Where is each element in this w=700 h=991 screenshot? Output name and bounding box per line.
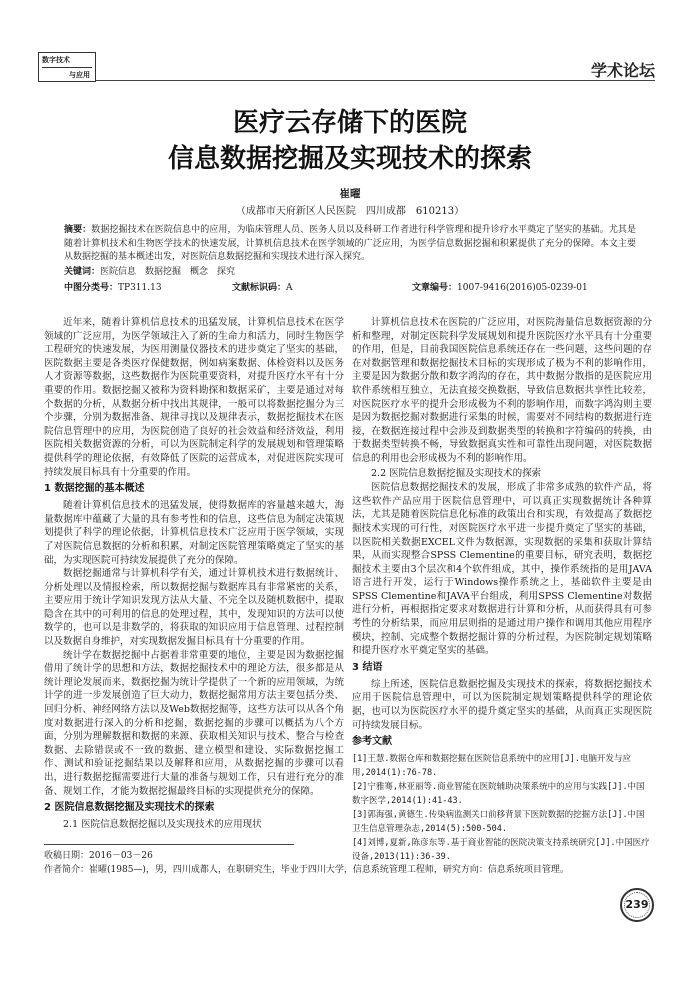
subsection-heading-2-1: 2.1 医院信息数据挖掘以及实现技术的应用现状 bbox=[63, 819, 262, 831]
keywords-label: 关键词： bbox=[64, 267, 101, 277]
keywords-text: 医院信息 数据挖掘 概念 探究 bbox=[100, 267, 236, 277]
paragraph: 医院信息数据挖掘技术的发展，形成了非常多成熟的软件产品，将这些软件产品应用于医院信息管理中，可以真正实现数据统计各种算法，尤其是随着医院信息化标准的政策出台和实现，有效提高了数据挖掘技术实现的可行性，对医院医疗水平进一步提升奠定了坚实的基础，以医院相关数据EXCEL文件为数据源，实现数据的采集和获取计算结果，从而实现整合SPSS Clementine的重要目标，研究表明，数据挖掘技术主要由3个层次和4个软件组成，其中，操作系统指的是用JAVA语言进行开发，运行于Windows操作系统之上，基础软件主要是由SPSS Clementine和JAVA平台组成，利用SPSS Clementine对数据进行分析，再根据指定要求对数据进行计算和分析，从而获得具有可参考性的分析结果，而应用层则指的是通过用户操作和调用其他应用程序模块，控制、完成整个数据挖掘计算的分析过程，为医院制定规划策略和提升医疗水平奠定坚实的基础。 bbox=[352, 482, 652, 657]
paragraph: 近年来，随着计算机信息技术的迅猛发展，计算机信息技术在医学领域的广泛应用，为医学领域注入了新的生命力和活力，同时生物医学工程研究的快速发展，为医用测量仪器技术的进步奠定了坚实的基础，医院数据主要是各类医疗保健数据，例如病案数据、体检资料以及医务人才资源等数据，这些数据作为医院重要资料，对提升医疗水平有十分重要的作用。数据挖掘又被称为资料勘探和数据采矿，主要是通过对每个数据的分析，从数据分析中找出其规律，一般可以将数据挖掘分为三个步骤，分别为数据准备、规律寻找以及规律表示，数据挖掘技术在医院信息管理中的应用，为医院创造了良好的社会效益和经济效益，利用医院相关数据资源的分析，可以为医院制定科学的发展规划和管理策略提供科学的理论依据，有效降低了医院的运营成本，对促进医院实现可持续发展目标具有十分重要的作用。 bbox=[44, 317, 344, 478]
paragraph: 综上所述，医院信息数据挖掘及实现技术的探索，将数据挖掘技术应用于医院信息管理中，可以为医院制定规划策略提供科学的理论依据，也可以为医院医疗水平的提升奠定坚实的基础，从而真正实现医院可持续发展目标。 bbox=[352, 678, 652, 731]
section-heading-3: 3 结语 bbox=[352, 661, 383, 673]
abstract-label: 摘要： bbox=[64, 225, 92, 235]
logo-divider bbox=[42, 67, 92, 68]
section-heading-2: 2 医院信息数据挖掘及实现技术的探索 bbox=[44, 802, 215, 814]
page-number-badge bbox=[620, 888, 654, 922]
header-rule bbox=[96, 80, 655, 81]
paragraph: 统计学在数据挖掘中占据着非常重要的地位，主要是因为数据挖掘借用了统计学的思想和方法，数据挖掘技术中的理论方法，很多都是从统计理论发展而来，数据挖掘为统计学提供了一个新的应用领域，为统计学的进一步发展创造了巨大动力，数据挖掘常用方法主要包括分类、回归分析、神经网络方法以及Web数据挖掘等，这些方法可以从各个角度对数据进行深入的分析和挖掘，数据挖掘的步骤可以概括为八个方面，分别为理解数据和数据的来源、获取相关知识与技术、整合与检查数据、去除错误或不一致的数据、建立模型和建设、实际数据挖掘工作、测试和验证挖掘结果以及解释和应用，从数据挖掘的步骤可以看出，进行数据挖掘需要进行大量的准备与规划工作，只有进行充分的准备、规划工作，才能为数据挖掘最终目标的实现提供充分的保障。 bbox=[44, 649, 344, 797]
left-column bbox=[44, 316, 344, 833]
references-heading: 参考文献 bbox=[352, 736, 392, 748]
subsection-heading-2-2: 2.2 医院信息数据挖掘及实现技术的探索 bbox=[371, 467, 542, 479]
reference-item: [4]刘博,夏新,陈彦东等.基于商业智能的医院决策支持系统研究[J].中国医疗设备,2013(11):36-39. bbox=[352, 838, 650, 863]
author-affiliation: （成都市天府新区人民医院 四川成都 610213） bbox=[235, 206, 465, 217]
right-column bbox=[352, 316, 652, 864]
page-number: 239 bbox=[625, 898, 649, 911]
id-value: 1007-9416(2016)05-0239-01 bbox=[457, 283, 588, 293]
id-label: 文章编号： bbox=[412, 283, 458, 293]
journal-name-top: 数字技术 bbox=[42, 55, 70, 64]
journal-logo bbox=[38, 52, 96, 82]
badge-ring bbox=[624, 892, 650, 918]
section-heading-1: 1 数据挖掘的基本概述 bbox=[44, 483, 145, 495]
journal-name-bottom: 与应用 bbox=[69, 70, 90, 79]
keywords bbox=[64, 264, 636, 277]
paragraph: 计算机信息技术在医院的广泛应用，对医院海量信息数据资源的分析和整理，对制定医院科学发展规划和提升医院医疗水平具有十分重要的作用，但是，目前我国医院信息系统还存在一些问题，这些问题的存在对数据管理和数据挖掘技术目标的实现形成了极为不利的影响作用，主要是因为数据分散和数字鸿沟的存在，其中数据分散指的是医院应用软件系统相互独立，无法直接交换数据，导致信息数据共享性比较差，对医院医疗水平的提升会形成极为不利的影响作用，而数字鸿沟则主要是因为数据挖掘对数据进行采集的时候，需要对不同结构的数据进行连接，在数据连接过程中会涉及到数据类型的转换和字符编码的转换，由于数据类型转换不畅，导致数据真实性和可靠性出现问题，对医院数据信息的利用也会形成极为不利的影响作用。 bbox=[352, 317, 652, 464]
reference-item: [2]宁雅骞,林亚丽等.商业智能在医院辅助决策系统中的应用与实践[J].中国数字医学,2014(1):41-43. bbox=[352, 782, 645, 807]
received-date: 收稿日期：2016－03－26 bbox=[44, 851, 153, 861]
footnote-rule bbox=[44, 844, 294, 845]
paragraph: 数据挖掘通常与计算机科学有关，通过计算机技术进行数据统计、分析处理以及情报检索，所以数据挖掘与数据库具有非常紧密的关系，主要应用于统计学知识发现方法从大量、不完全以及随机数据中，提取隐含在其中的可利用的信息的处理过程，其中，发现知识的方法可以使数学的，也可以是非数学的，将获取的知识应用于信息管理、过程控制以及数据自身维护，对实现数据发掘目标具有十分重要的作用。 bbox=[44, 568, 344, 648]
code-value: A bbox=[286, 283, 293, 293]
abstract-text: 数据挖掘技术在医院信息中的应用，为临床管理人员、医务人员以及科研工作者进行科学管理和提升诊疗水平奠定了坚实的基础。尤其是随着计算机技术和生物医学技术的快速发展，计算机信息技术在医学领域的广泛应用，为医学信息数据挖掘和积累提供了充分的保障。本文主要从数据挖掘的基本概述出发，对医院信息数据挖掘和实现技术进行深入探究。 bbox=[64, 225, 636, 262]
abstract bbox=[64, 224, 636, 265]
article-id bbox=[412, 280, 588, 293]
section-label: 学术论坛 bbox=[590, 61, 655, 80]
paragraph: 随着计算机信息技术的迅猛发展，使得数据库的容量越来越大，海量数据库中蕴藏了大量的具有参考性和的信息，这些信息为制定决策规划提供了科学的理论依据，计算机信息技术广泛应用于医学领域，实现了对医院信息数据的分析和积累，对制定医院管理策略奠定了坚实的基础，为实现医院可持续发展提供了充分的保障。 bbox=[44, 500, 344, 566]
code-label: 文献标识码： bbox=[232, 283, 287, 293]
class-value: TP311.13 bbox=[118, 283, 162, 293]
classification-number bbox=[64, 280, 162, 293]
class-label: 中图分类号： bbox=[64, 283, 119, 293]
reference-item: [3]郭海强,黄德生.传染病监测关口前移背景下医院数据的挖掘方法[J].中国卫生信息管理杂志,2014(5):500-504. bbox=[352, 810, 645, 835]
author-name: 崔曜 bbox=[339, 188, 361, 200]
document-code bbox=[232, 280, 293, 293]
title-line-2: 信息数据挖掘及实现技术的探索 bbox=[167, 144, 532, 174]
reference-item: [1]王慧.数据仓库和数据挖掘在医院信息系统中的应用[J].电脑开发与应用,2014(1):76-78. bbox=[352, 754, 631, 779]
title-line-1: 医疗云存储下的医院 bbox=[232, 108, 467, 138]
author-bio: 作者简介：崔曜(1985—)，男，四川成都人，在职研究生，毕业于四川大学，信息系统管理工程师，研究方向：信息系统项目管理。 bbox=[44, 865, 569, 875]
